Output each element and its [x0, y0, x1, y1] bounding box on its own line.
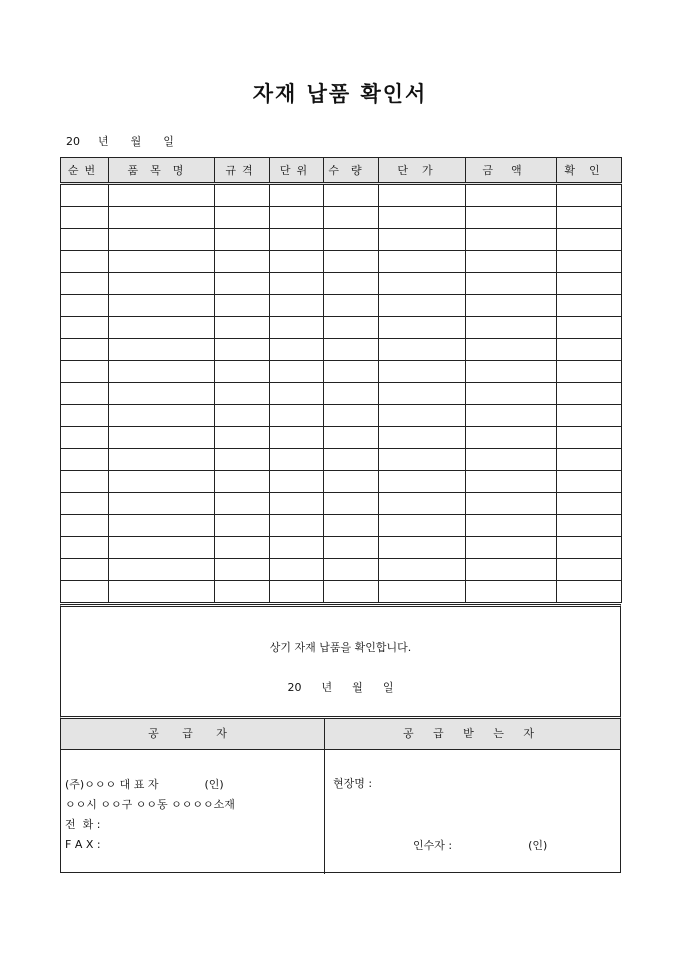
table-cell — [215, 559, 270, 581]
table-cell — [270, 493, 324, 515]
receiver-taker-label: 인수자 : — [413, 839, 453, 852]
table-cell — [61, 251, 109, 273]
table-cell — [466, 537, 557, 559]
supplier-header: 공 급 자 — [61, 719, 325, 750]
table-cell — [270, 383, 324, 405]
table-row — [61, 207, 622, 229]
table-cell — [61, 427, 109, 449]
col-header-check: 확인 — [557, 158, 622, 184]
table-cell — [61, 229, 109, 251]
col-header-unit-price: 단가 — [379, 158, 466, 184]
table-row — [61, 515, 622, 537]
table-cell — [109, 184, 215, 207]
table-cell — [61, 339, 109, 361]
table-cell — [61, 207, 109, 229]
confirm-month-unit: 월 — [352, 681, 363, 694]
supplier-address: ㅇㅇ시 ㅇㅇ구 ㅇㅇ동 ㅇㅇㅇㅇ소재 — [65, 798, 235, 811]
table-cell — [109, 537, 215, 559]
table-cell — [324, 471, 379, 493]
table-row — [61, 559, 622, 581]
receiver-site-label: 현장명 : — [333, 777, 373, 790]
table-cell — [557, 405, 622, 427]
table-row — [61, 361, 622, 383]
table-cell — [61, 383, 109, 405]
table-cell — [379, 229, 466, 251]
table-cell — [466, 273, 557, 295]
table-cell — [215, 339, 270, 361]
table-cell — [109, 339, 215, 361]
confirm-year: 20 — [287, 681, 302, 694]
table-cell — [557, 317, 622, 339]
table-row — [61, 449, 622, 471]
table-cell — [379, 339, 466, 361]
table-cell — [379, 537, 466, 559]
supplier-info — [65, 775, 235, 855]
table-cell — [557, 207, 622, 229]
table-cell — [557, 361, 622, 383]
table-cell — [215, 317, 270, 339]
table-cell — [109, 405, 215, 427]
table-cell — [270, 449, 324, 471]
table-cell — [109, 449, 215, 471]
table-cell — [557, 559, 622, 581]
table-cell — [215, 207, 270, 229]
table-cell — [466, 471, 557, 493]
table-cell — [379, 251, 466, 273]
table-cell — [466, 229, 557, 251]
table-cell — [215, 537, 270, 559]
issue-date — [66, 133, 192, 149]
table-cell — [466, 405, 557, 427]
table-cell — [379, 471, 466, 493]
table-cell — [379, 581, 466, 603]
col-header-unit: 단위 — [270, 158, 324, 184]
table-cell — [557, 471, 622, 493]
issue-year: 20 — [66, 135, 80, 148]
col-header-item: 품목명 — [109, 158, 215, 184]
table-cell — [270, 339, 324, 361]
table-cell — [379, 383, 466, 405]
table-cell — [215, 449, 270, 471]
table-cell — [557, 184, 622, 207]
confirmation-date — [61, 679, 620, 695]
col-header-spec: 규격 — [215, 158, 270, 184]
table-cell — [557, 383, 622, 405]
table-cell — [61, 273, 109, 295]
table-cell — [466, 493, 557, 515]
table-row — [61, 317, 622, 339]
table-cell — [466, 317, 557, 339]
table-cell — [324, 273, 379, 295]
table-cell — [557, 493, 622, 515]
table-row — [61, 273, 622, 295]
receiver-seal: (인) — [528, 839, 548, 852]
table-cell — [324, 229, 379, 251]
supplier-company-rep: (주)ㅇㅇㅇ 대 표 자 — [65, 778, 159, 791]
confirmation-section — [60, 604, 621, 717]
supplier-phone: 전 화 : — [65, 818, 101, 831]
table-cell — [557, 449, 622, 471]
table-cell — [215, 229, 270, 251]
table-cell — [466, 361, 557, 383]
table-cell — [61, 295, 109, 317]
supplier-line-company — [65, 775, 235, 795]
table-cell — [61, 471, 109, 493]
receiver-taker — [413, 837, 547, 853]
table-cell — [466, 427, 557, 449]
table-cell — [61, 537, 109, 559]
table-cell — [324, 184, 379, 207]
table-cell — [270, 559, 324, 581]
table-cell — [215, 515, 270, 537]
table-cell — [466, 207, 557, 229]
issue-month-unit: 월 — [130, 135, 142, 148]
table-cell — [466, 184, 557, 207]
table-cell — [324, 405, 379, 427]
table-cell — [61, 515, 109, 537]
table-cell — [270, 295, 324, 317]
table-cell — [61, 449, 109, 471]
section-divider — [324, 719, 325, 874]
issue-day-unit: 일 — [163, 135, 174, 148]
table-cell — [109, 229, 215, 251]
supplier-fax: F A X : — [65, 838, 101, 851]
table-cell — [466, 581, 557, 603]
table-cell — [557, 581, 622, 603]
table-cell — [270, 317, 324, 339]
table-cell — [557, 295, 622, 317]
table-cell — [324, 581, 379, 603]
table-cell — [324, 207, 379, 229]
col-header-no: 순번 — [61, 158, 109, 184]
table-row — [61, 251, 622, 273]
parties-section — [60, 716, 621, 873]
table-cell — [61, 559, 109, 581]
table-cell — [109, 427, 215, 449]
table-cell — [270, 515, 324, 537]
col-header-qty: 수량 — [324, 158, 379, 184]
table-cell — [215, 383, 270, 405]
table-cell — [379, 559, 466, 581]
table-cell — [324, 251, 379, 273]
table-cell — [109, 515, 215, 537]
table-cell — [215, 251, 270, 273]
table-cell — [379, 207, 466, 229]
table-cell — [270, 184, 324, 207]
table-cell — [466, 515, 557, 537]
table-cell — [109, 295, 215, 317]
table-cell — [466, 251, 557, 273]
table-row — [61, 229, 622, 251]
table-cell — [324, 427, 379, 449]
table-cell — [379, 493, 466, 515]
table-cell — [215, 295, 270, 317]
confirmation-statement: 상기 자재 납품을 확인합니다. — [269, 641, 412, 654]
table-cell — [466, 339, 557, 361]
table-cell — [379, 427, 466, 449]
table-cell — [270, 251, 324, 273]
table-row — [61, 295, 622, 317]
table-cell — [379, 317, 466, 339]
table-cell — [61, 493, 109, 515]
table-cell — [379, 361, 466, 383]
table-cell — [109, 581, 215, 603]
table-cell — [109, 493, 215, 515]
table-cell — [215, 471, 270, 493]
table-cell — [324, 361, 379, 383]
table-cell — [466, 383, 557, 405]
confirm-year-unit: 년 — [321, 681, 333, 694]
items-table — [60, 157, 622, 603]
table-cell — [324, 317, 379, 339]
table-cell — [61, 317, 109, 339]
table-row — [61, 427, 622, 449]
table-cell — [324, 559, 379, 581]
table-row — [61, 471, 622, 493]
table-cell — [557, 251, 622, 273]
table-cell — [109, 317, 215, 339]
table-cell — [61, 405, 109, 427]
table-row — [61, 581, 622, 603]
table-cell — [324, 383, 379, 405]
table-cell — [557, 339, 622, 361]
table-cell — [215, 427, 270, 449]
table-cell — [324, 339, 379, 361]
table-cell — [270, 581, 324, 603]
table-cell — [109, 207, 215, 229]
table-row — [61, 405, 622, 427]
table-cell — [379, 184, 466, 207]
table-cell — [379, 515, 466, 537]
table-cell — [109, 471, 215, 493]
table-cell — [379, 295, 466, 317]
table-row — [61, 339, 622, 361]
table-cell — [270, 427, 324, 449]
table-cell — [61, 361, 109, 383]
table-cell — [270, 229, 324, 251]
table-row — [61, 383, 622, 405]
table-cell — [215, 493, 270, 515]
table-cell — [109, 251, 215, 273]
table-cell — [557, 537, 622, 559]
table-cell — [379, 405, 466, 427]
table-row — [61, 184, 622, 207]
table-cell — [557, 515, 622, 537]
table-cell — [61, 581, 109, 603]
table-header-row — [61, 158, 622, 184]
issue-year-unit: 년 — [98, 135, 109, 148]
table-cell — [215, 184, 270, 207]
receiver-header: 공 급 받 는 자 — [325, 719, 620, 750]
table-cell — [61, 184, 109, 207]
table-cell — [215, 405, 270, 427]
table-cell — [324, 515, 379, 537]
table-cell — [324, 449, 379, 471]
document-title: 자재 납품 확인서 — [252, 81, 428, 106]
table-cell — [270, 273, 324, 295]
table-cell — [379, 273, 466, 295]
table-cell — [270, 207, 324, 229]
table-cell — [466, 295, 557, 317]
table-cell — [270, 361, 324, 383]
table-cell — [379, 449, 466, 471]
table-cell — [557, 229, 622, 251]
table-cell — [109, 361, 215, 383]
table-cell — [215, 273, 270, 295]
table-cell — [215, 581, 270, 603]
table-cell — [557, 273, 622, 295]
table-row — [61, 537, 622, 559]
table-cell — [466, 559, 557, 581]
table-cell — [270, 405, 324, 427]
table-cell — [109, 559, 215, 581]
table-cell — [324, 295, 379, 317]
table-cell — [324, 493, 379, 515]
table-cell — [109, 383, 215, 405]
table-cell — [324, 537, 379, 559]
col-header-amount: 금액 — [466, 158, 557, 184]
table-row — [61, 493, 622, 515]
table-cell — [557, 427, 622, 449]
table-cell — [466, 449, 557, 471]
table-cell — [270, 471, 324, 493]
table-cell — [109, 273, 215, 295]
table-cell — [215, 361, 270, 383]
table-cell — [270, 537, 324, 559]
supplier-seal: (인) — [204, 778, 224, 791]
confirm-day-unit: 일 — [382, 681, 394, 694]
